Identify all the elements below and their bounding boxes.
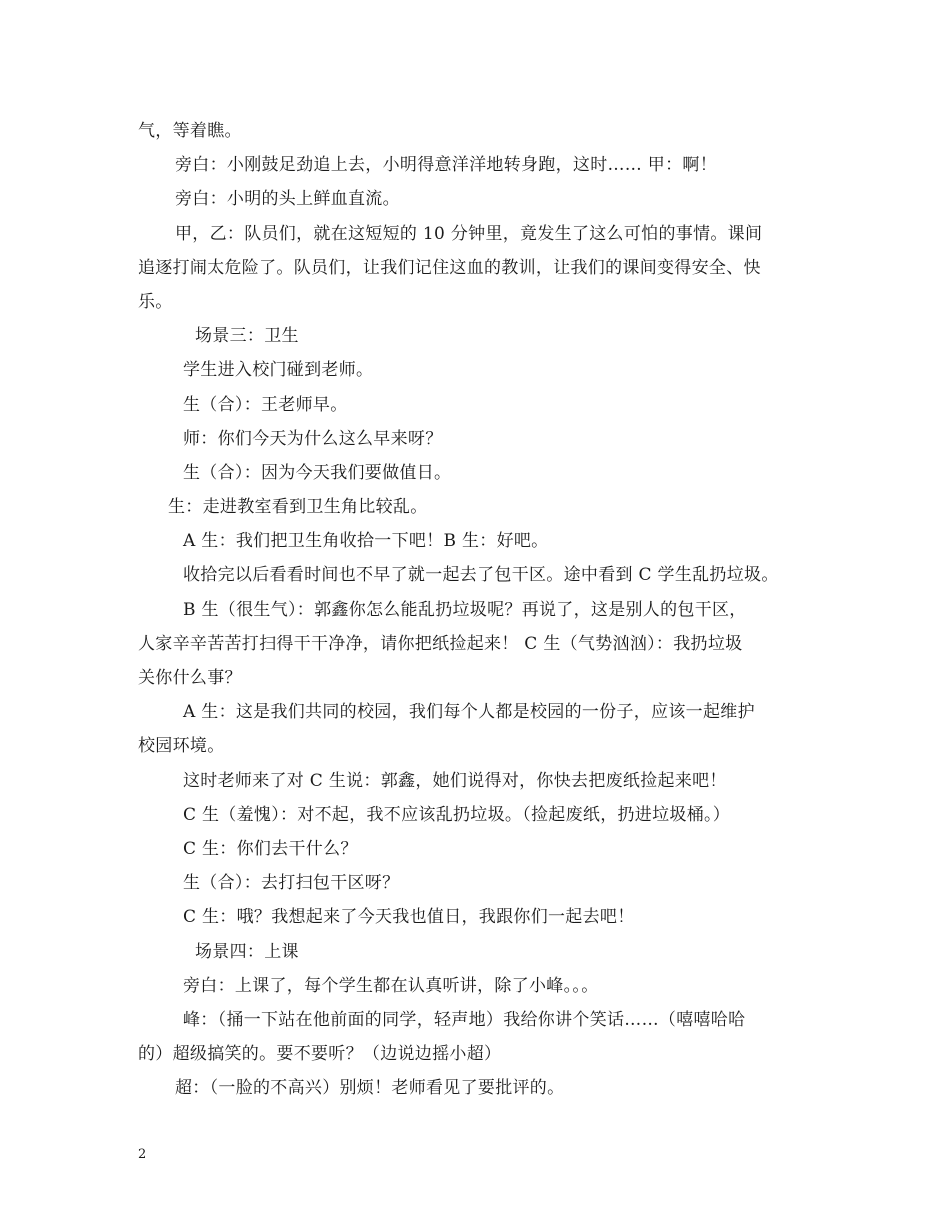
text-line-14: 收拾完以后看看时间也不早了就一起去了包干区。途中看到 C 学生乱扔垃圾。 (183, 565, 779, 586)
text-line-5: 追逐打闹太危险了。队员们，让我们记住这血的教训，让我们的课间变得安全、快 (138, 257, 761, 278)
text-line-23: 生（合）：去打扫包干区呀？ (183, 873, 400, 894)
section-heading-scene-3: 场景三：卫生 (195, 326, 299, 347)
text-line-9: 生（合）：王老师早。 (183, 394, 348, 415)
text-line-22: C 生：你们去干什么？ (183, 838, 358, 859)
text-line-21: C 生（羞愧）：对不起，我不应该乱扔垃圾。（捡起废纸，扔进垃圾桶。） (183, 804, 731, 825)
text-line-17: 关你什么事？ (138, 668, 242, 688)
section-heading-scene-4: 场景四：上课 (195, 941, 299, 962)
text-line-29: 超：（一脸的不高兴）别烦！老师看见了要批评的。 (175, 1078, 565, 1099)
text-line-24: C 生：哦？我想起来了今天我也值日，我跟你们一起去吧！ (183, 907, 635, 928)
text-line-1: 气，等着瞧。 (138, 121, 242, 141)
text-line-11: 生（合）：因为今天我们要做值日。 (183, 462, 452, 483)
text-line-12: 生：走进教室看到卫生角比较乱。 (168, 497, 428, 518)
text-line-8: 学生进入校门碰到老师。 (183, 360, 374, 381)
text-line-27: 峰：（捅一下站在他前面的同学，轻声地）我给你讲个笑话……（嘻嘻哈哈 (183, 1009, 746, 1030)
text-line-13: A 生：我们把卫生角收拾一下吧！B 生：好吧。 (183, 531, 549, 552)
text-line-2: 旁白：小刚鼓足劲追上去，小明得意洋洋地转身跑，这时…… 甲：啊！ (175, 155, 718, 176)
text-line-18: A 生：这是我们共同的校园，我们每个人都是校园的一份子，应该一起维护 (183, 702, 755, 723)
text-line-10: 师：你们今天为什么这么早来呀？ (183, 428, 443, 449)
text-line-28: 的）超级搞笑的。要不要听？（边说边摇小超） (138, 1044, 502, 1065)
text-line-26: 旁白：上课了，每个学生都在认真听讲，除了小峰。。。 (183, 975, 599, 996)
text-line-6: 乐。 (138, 291, 173, 312)
text-line-16: 人家辛辛苦苦打扫得干干净净，请你把纸捡起来！ C 生（气势汹汹）：我扔垃圾 (138, 633, 743, 654)
text-line-3: 旁白：小明的头上鲜血直流。 (175, 189, 400, 210)
text-line-19: 校园环境。 (138, 736, 225, 757)
text-line-4: 甲，乙：队员们，就在这短短的 10 分钟里，竟发生了这么可怕的事情。课间 (175, 223, 763, 244)
text-line-20: 这时老师来了对 C 生说：郭鑫，她们说得对，你快去把废纸捡起来吧！ (183, 770, 727, 791)
text-line-15: B 生（很生气）：郭鑫你怎么能乱扔垃圾呢？再说了，这是别人的包干区， (183, 599, 747, 620)
page-number: 2 (138, 1147, 147, 1162)
document-body (138, 114, 814, 1105)
